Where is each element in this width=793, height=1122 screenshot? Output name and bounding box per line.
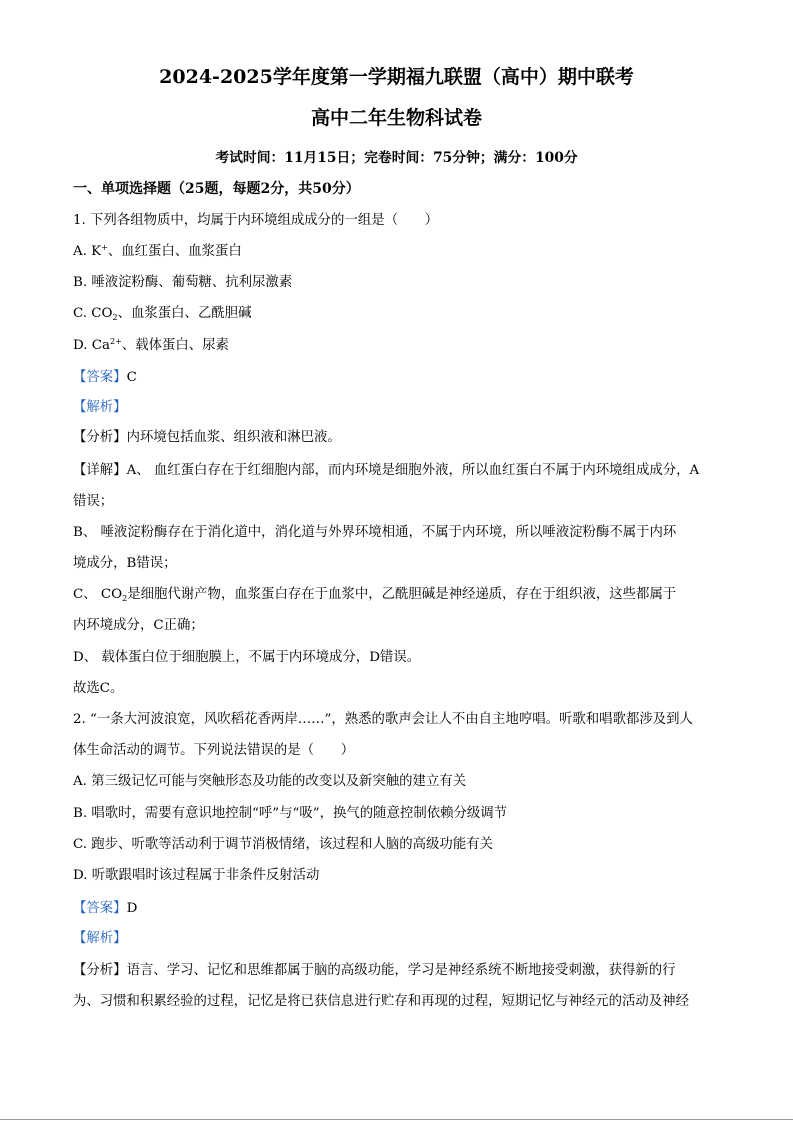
q1-option-d-sup: 2+ [110, 337, 122, 346]
fenxi-label: 【分析】 [73, 963, 127, 978]
q2-answer-value: D [126, 901, 138, 916]
document-title: 2024-2025学年度第一学期福九联盟（高中）期中联考 [159, 66, 634, 88]
q2-answer [73, 900, 137, 918]
q1-option-c [73, 305, 252, 323]
page-bottom-divider [0, 1119, 793, 1120]
q1-detail-c [73, 586, 676, 604]
q2-option-a: A. 第三级记忆可能与突触形态及功能的改变以及新突触的建立有关 [73, 774, 467, 789]
q1-option-d-text: D. Ca [73, 338, 111, 353]
q1-option-a-sup: + [101, 243, 108, 252]
q1-option-a [73, 243, 242, 261]
q1-option-b: B. 唾液淀粉酶、葡萄糖、抗利尿激素 [73, 275, 293, 290]
document-subtitle: 高中二年生物科试卷 [310, 107, 482, 129]
answer-label: 【答案】 [73, 901, 127, 916]
section-heading: 一、单项选择题（25题，每题2分，共50分） [73, 181, 360, 197]
q1-option-a-text: A. K [73, 244, 102, 259]
q1-fenxi-text: 内环境包括血浆、组织液和淋巴液。 [126, 430, 341, 445]
q1-option-c-text: C. CO [73, 306, 113, 321]
q1-option-a-rest: 、血红蛋白、血浆蛋白 [107, 244, 242, 259]
q1-detail-a-cont: 错误； [73, 494, 114, 509]
answer-label: 【答案】 [73, 370, 127, 385]
q2-fenxi-cont: 为、习惯和积累经验的过程，记忆是将已获信息进行贮存和再现的过程，短期记忆与神经元的活动及神经 [73, 994, 689, 1009]
q1-analysis-label: 【解析】 [73, 400, 127, 415]
xiangjie-label: 【详解】 [73, 463, 127, 478]
exam-info: 考试时间：11月15日；完卷时间：75分钟；满分：100分 [215, 150, 578, 166]
q1-detail-c-sub: 2 [122, 594, 128, 603]
q2-analysis-label: 【解析】 [73, 931, 127, 946]
q1-detail-a-text: A、 血红蛋白存在于红细胞内部，而内环境是细胞外液，所以血红蛋白不属于内环境组成成分，A [126, 463, 700, 478]
q2-option-b: B. 唱歌时，需要有意识地控制“呼”与“吸”，换气的随意控制依赖分级调节 [73, 806, 508, 821]
q1-detail-c-text: 是细胞代谢产物，血浆蛋白存在于血浆中，乙酰胆碱是神经递质，存在于组织液，这些都属于 [127, 587, 677, 602]
q1-fenxi [73, 429, 341, 447]
q1-detail-b: B、 唾液淀粉酶存在于消化道中，消化道与外界环境相通，不属于内环境，所以唾液淀粉酶不属于内环 [73, 525, 677, 540]
q1-option-d [73, 337, 229, 355]
q1-detail-d: D、 载体蛋白位于细胞膜上，不属于内环境成分，D错误。 [73, 650, 421, 665]
fenxi-label: 【分析】 [73, 430, 127, 445]
q1-stem: 1. 下列各组物质中，均属于内环境组成成分的一组是（ ） [73, 213, 439, 228]
q2-option-c: C. 跑步、听歌等活动利于调节消极情绪，该过程和人脑的高级功能有关 [73, 837, 493, 852]
q1-option-c-rest: 、血浆蛋白、乙酰胆碱 [117, 306, 252, 321]
q1-detail-c-cont: 内环境成分，C正确； [73, 618, 204, 633]
q1-detail-a [73, 462, 699, 480]
q1-conclusion: 故选C。 [73, 681, 124, 696]
q2-fenxi-text: 语言、学习、记忆和思维都属于脑的高级功能，学习是神经系统不断地接受刺激，获得新的行 [126, 963, 676, 978]
q1-detail-b-cont: 境成分，B错误； [73, 556, 177, 571]
q2-fenxi [73, 962, 676, 980]
q1-answer [73, 369, 137, 387]
q1-detail-c-prefix: C、 CO [73, 587, 123, 602]
q2-stem: 2. “一条大河波浪宽，风吹稻花香两岸……”，熟悉的歌声会让人不由自主地哼唱。听歌和唱歌都涉及到人 [73, 712, 693, 727]
q1-answer-value: C [126, 370, 137, 385]
q2-option-d: D. 听歌跟唱时该过程属于非条件反射活动 [73, 868, 320, 883]
q2-stem-cont: 体生命活动的调节。下列说法错误的是（ ） [73, 743, 355, 758]
q1-option-c-sub: 2 [112, 313, 118, 322]
q1-option-d-rest: 、载体蛋白、尿素 [121, 338, 229, 353]
